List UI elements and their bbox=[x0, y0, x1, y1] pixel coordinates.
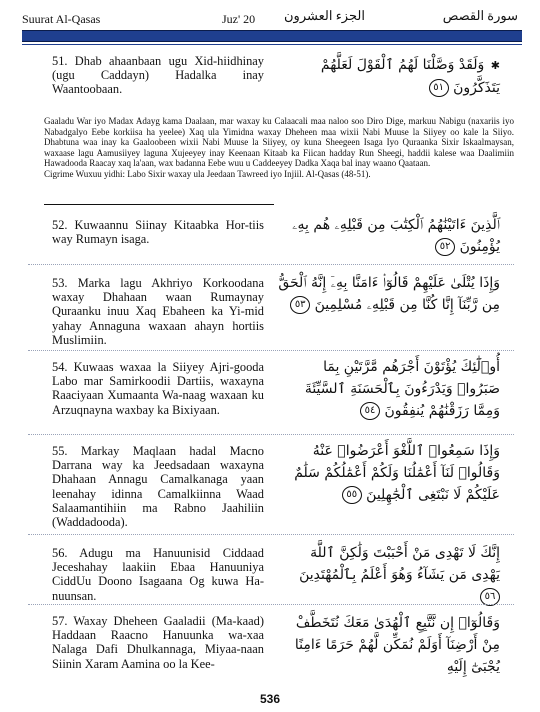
commentary-rule bbox=[44, 204, 274, 205]
verse-52-arabic-text: ٱلَّذِينَ ءَاتَيْنَٰهُمُ ٱلْكِتَٰبَ مِن قَبْلِهِۦ هُم بِهِۦ يُؤْمِنُونَ bbox=[292, 217, 500, 255]
juz-title-arabic: الجزء العشرون bbox=[284, 8, 365, 23]
verse-number-marker: ٥٢ bbox=[435, 238, 455, 256]
juz-label: Juz' 20 bbox=[222, 12, 256, 26]
verse-52-arabic bbox=[278, 214, 500, 258]
verse-number-marker: ٥٦ bbox=[480, 588, 500, 606]
verse-star-icon: ✱ bbox=[490, 59, 500, 72]
verse-55-arabic-text: وَإِذَا سَمِعُوا۟ ٱللَّغْوَ أَعْرَضُوا۟ عَنْهُ وَقَالُوا۟ لَنَآ أَعْمَٰلُنَا وَلَكُمْ أَعْمَٰلُكُمْ سَلَٰمٌ عَلَيْكُمْ لَا نَبْتَغِى ٱلْجَٰهِلِينَ bbox=[294, 443, 500, 503]
verse-number-marker: ٥٤ bbox=[360, 402, 380, 420]
commentary-citation: Cigrime Wuxuu yidhi: Labo Sixir waxay ula Jeedaan Tawreed iyo Injiil. Al-Qasas (48-51). bbox=[44, 168, 371, 179]
surah-title-arabic: سورة القصص bbox=[442, 8, 518, 23]
verse-57-translation: 57. Waxay Dheheen Gaaladii (Ma-kaad) Haddaan Raacno Hanuunka wa-xaa Nalaga Dafi Dhulkannaga, Miyaa-naan Siinin Xaram Aamina oo la Kee- bbox=[52, 614, 264, 671]
verse-55-translation: 55. Markay Maqlaan hadal Macno Darrana way ka Jeedsadaan waxayna Dhahaan Annagu Camalkanaga yaan leenahay idinna Camalkiinna Waad Salaamantihiin ma Rabno Jaahiliin (Waddadooda). bbox=[52, 444, 264, 530]
verse-57-arabic bbox=[278, 612, 500, 678]
verse-53-arabic-text: وَإِذَا يُتْلَىٰ عَلَيْهِمْ قَالُوٓا۟ ءَامَنَّا بِهِۦٓ إِنَّهُ ٱلْحَقُّ مِن رَّبِّنَآ إِنَّا كُنَّا مِن قَبْلِهِۦ مُسْلِمِينَ bbox=[278, 275, 500, 313]
verse-52-translation: 52. Kuwaannu Siinay Kitaabka Hor-tiis way Rumayn isaga. bbox=[52, 218, 264, 247]
verse-53-arabic bbox=[278, 272, 500, 316]
surah-title-latin: Suurat Al-Qasas bbox=[22, 12, 101, 26]
verse-56-translation: 56. Adugu ma Hanuunisid Ciddaad Jeceshahay laakiin Ebaa Hanuuniya CiddUu Doono Isagaana Og kuwa Ha-nuunsan. bbox=[52, 546, 264, 603]
commentary-text: Gaaladu War iyo Madax Adayg kama Daalaan, mar waxay ku Calaacali maa naloo soo Diro Dige, markuu Nabigu (naxariis iyo Nabadgalyo Eebe korkiisa ha yeelee) Xaq ula Yimidna waxay Dheheen maa wixii Nabi Muuse la Siiyey oo kale la Siiyo. Dhabtuna waa inay ka Gaaloobeen wixii Nabi Muuse la Siiyey, oy kuna Sheegeen Isaga Iyo Quraanka Sixir Iskaalmaysan, waxaase lagu Aamusiiyey laguna Xujeeyey inay Keenaan Kitaab ka Fiican hadday Run Sheegi, haddii kalese waa Daalimiin Hawadooda Raacay xaq la'aan, wax badanna Eebe wuu u Caddeeyey Dadka Xaqa bal inay waano Qaataan. bbox=[44, 116, 514, 169]
verse-51-translation: 51. Dhab ahaanbaan ugu Xid-hiidhinay (ugu Caddayn) Hadalka inay Waantoobaan. bbox=[52, 54, 264, 97]
verse-54-arabic bbox=[278, 356, 500, 422]
header-bar bbox=[22, 30, 522, 42]
verse-55-arabic bbox=[278, 440, 500, 506]
page-header bbox=[22, 6, 522, 28]
verse-divider bbox=[28, 604, 514, 605]
verse-54-arabic-text: أُو۟لَٰٓئِكَ يُؤْتَوْنَ أَجْرَهُم مَّرَّتَيْنِ بِمَا صَبَرُوا۟ وَيَدْرَءُونَ بِٱلْحَسَنَةِ ٱلسَّيِّئَةَ وَمِمَّا رَزَقْنَٰهُمْ يُنفِقُونَ bbox=[304, 359, 500, 419]
verse-number-marker: ٥١ bbox=[429, 79, 449, 97]
page-number: 536 bbox=[259, 692, 281, 706]
verse-number-marker: ٥٣ bbox=[290, 296, 310, 314]
verse-56-arabic bbox=[278, 542, 500, 608]
verse-56-arabic-text: إِنَّكَ لَا تَهْدِى مَنْ أَحْبَبْتَ وَلَٰكِنَّ ٱللَّهَ يَهْدِى مَن يَشَآءُ وَهُوَ أَعْلَمُ بِٱلْمُهْتَدِينَ bbox=[299, 545, 500, 583]
verse-54-translation: 54. Kuwaas waxaa la Siiyey Ajri-gooda Labo mar Samirkoodii Dartiis, waxayna Raaciyaan Xumaanta Wa-naag waxaan ku Arzuqnayna waxbay ka Bixiyaan. bbox=[52, 360, 264, 417]
verse-51-arabic bbox=[278, 54, 500, 99]
verse-divider bbox=[28, 434, 514, 435]
verse-53-translation: 53. Marka lagu Akhriyo Korkoodana waxay Dhahaan waan Rumaynay Quraanku inuu Xaq Ebaheen ka Yi-mid yahay Annaguna waxaan ahayn hortiis Muslimiin. bbox=[52, 276, 264, 347]
verse-divider bbox=[28, 350, 514, 351]
verse-number-marker: ٥٥ bbox=[342, 486, 362, 504]
header-rule bbox=[22, 44, 522, 45]
verse-51-arabic-text: وَلَقَدْ وَصَّلْنَا لَهُمُ ٱلْقَوْلَ لَعَلَّهُمْ يَتَذَكَّرُونَ bbox=[320, 57, 500, 96]
commentary bbox=[44, 116, 514, 180]
verse-divider bbox=[28, 534, 514, 535]
verse-57-arabic-text: وَقَالُوٓا۟ إِن نَّتَّبِعِ ٱلْهُدَىٰ مَعَكَ نُتَخَطَّفْ مِنْ أَرْضِنَآ أَوَلَمْ نُمَكِّن لَّهُمْ حَرَمًا ءَامِنًا يُجْبَىٰٓ إِلَيْهِ bbox=[294, 615, 500, 675]
verse-divider bbox=[28, 264, 514, 265]
